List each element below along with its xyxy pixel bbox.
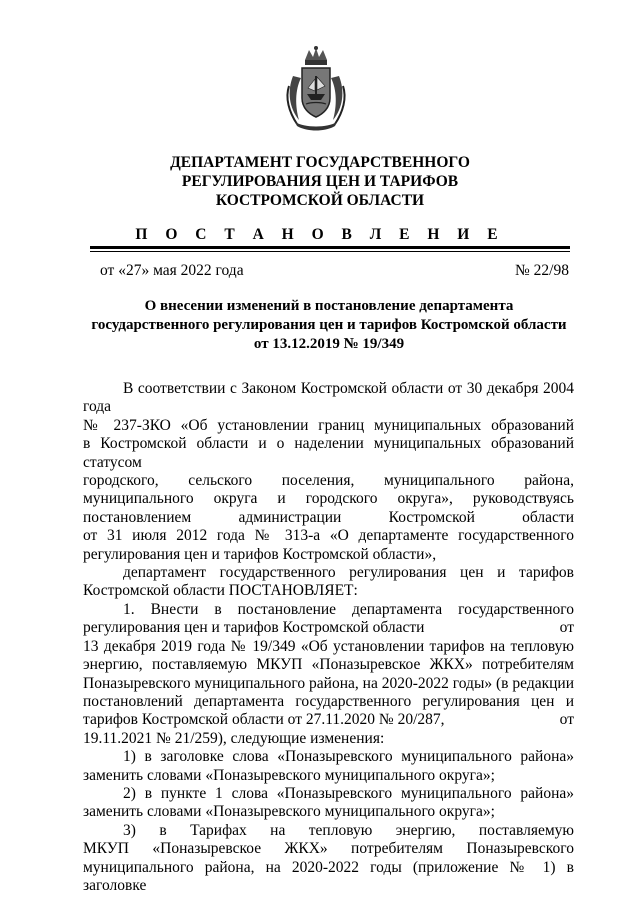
subject-line: государственного регулирования цен и тарифов Костромской области <box>91 317 567 333</box>
document-subject <box>84 297 574 354</box>
body-line: В соответствии с Законом Костромской области от 30 декабря 2004 года <box>83 380 574 416</box>
body-line: заменить словами «Поназыревского муниципального округа»; <box>83 803 495 821</box>
body-line: регулирования цен и тарифов Костромской области», <box>83 545 437 563</box>
body-line: Поназыревского муниципального района, на 2020-2022 годы» (в редакции <box>83 674 574 692</box>
department-line: ДЕПАРТАМЕНТ ГОСУДАРСТВЕННОГО <box>170 154 470 171</box>
body-line: 1) в заголовке слова «Поназыревского муниципального района» <box>123 748 574 766</box>
department-line: РЕГУЛИРОВАНИЯ ЦЕН И ТАРИФОВ <box>181 173 459 190</box>
body-line: в Костромской области и о наделении муниципальных образований статусом <box>83 435 574 471</box>
body-line: муниципального округа и городского округа», руководствуясь <box>83 490 574 508</box>
body-line: муниципального района, на 2020-2022 годы (приложение № 1) в заголовке <box>83 858 574 894</box>
body-line-right: от <box>559 619 574 637</box>
department-line: КОСТРОМСКОЙ ОБЛАСТИ <box>215 192 425 209</box>
body-line-split <box>83 711 574 729</box>
body-line: 2) в пункте 1 слова «Поназыревского муниципального района» <box>123 784 574 802</box>
document-type-title: П О С Т А Н О В Л Е Н И Е <box>135 226 505 243</box>
body-line-right: от <box>559 711 574 729</box>
body-line: департамент государственного регулирования цен и тарифов <box>123 564 574 582</box>
body-line: постановлением администрации Костромской области <box>83 508 574 526</box>
body-line: 13 декабря 2019 года № 19/349 «Об установлении тарифов на тепловую <box>83 637 574 655</box>
department-name <box>0 153 640 210</box>
body-line: энергию, поставляемую МКУП «Поназыревское ЖКХ» потребителям <box>83 656 574 674</box>
divider-thin <box>90 251 570 252</box>
document-body <box>83 380 574 895</box>
body-line: Костромской области ПОСТАНОВЛЯЕТ: <box>83 582 358 600</box>
body-line: заменить словами «Поназыревского муниципального округа»; <box>83 766 495 784</box>
subject-line: О внесении изменений в постановление департамента <box>144 298 514 314</box>
document-date: от «27» мая 2022 года <box>100 262 244 279</box>
body-line: № 237-ЗКО «Об установлении границ муниципальных образований <box>83 416 574 434</box>
body-line-split <box>83 619 574 637</box>
body-line-left: регулирования цен и тарифов Костромской области <box>83 619 425 637</box>
body-line: 19.11.2021 № 21/259), следующие изменения: <box>83 729 385 747</box>
body-line: 1. Внести в постановление департамента государственного <box>123 600 574 618</box>
body-line: постановлений департамента государственного регулирования цен и <box>83 692 574 710</box>
divider-thick <box>90 246 570 249</box>
body-line-left: тарифов Костромской области от 27.11.2020 № 20/287, <box>83 711 445 729</box>
body-line: городского, сельского поселения, муниципального района, <box>83 472 574 490</box>
subject-line: от 13.12.2019 № 19/349 <box>253 336 405 352</box>
body-line: 3) в Тарифах на тепловую энергию, поставляемую <box>123 821 574 839</box>
body-line: МКУП «Поназыревское ЖКХ» потребителям Поназыревского <box>83 840 574 858</box>
kostroma-coat-of-arms-icon <box>285 46 347 132</box>
body-line: от 31 июля 2012 года № 313-а «О департаменте государственного <box>83 527 574 545</box>
document-number: № 22/98 <box>515 262 569 279</box>
